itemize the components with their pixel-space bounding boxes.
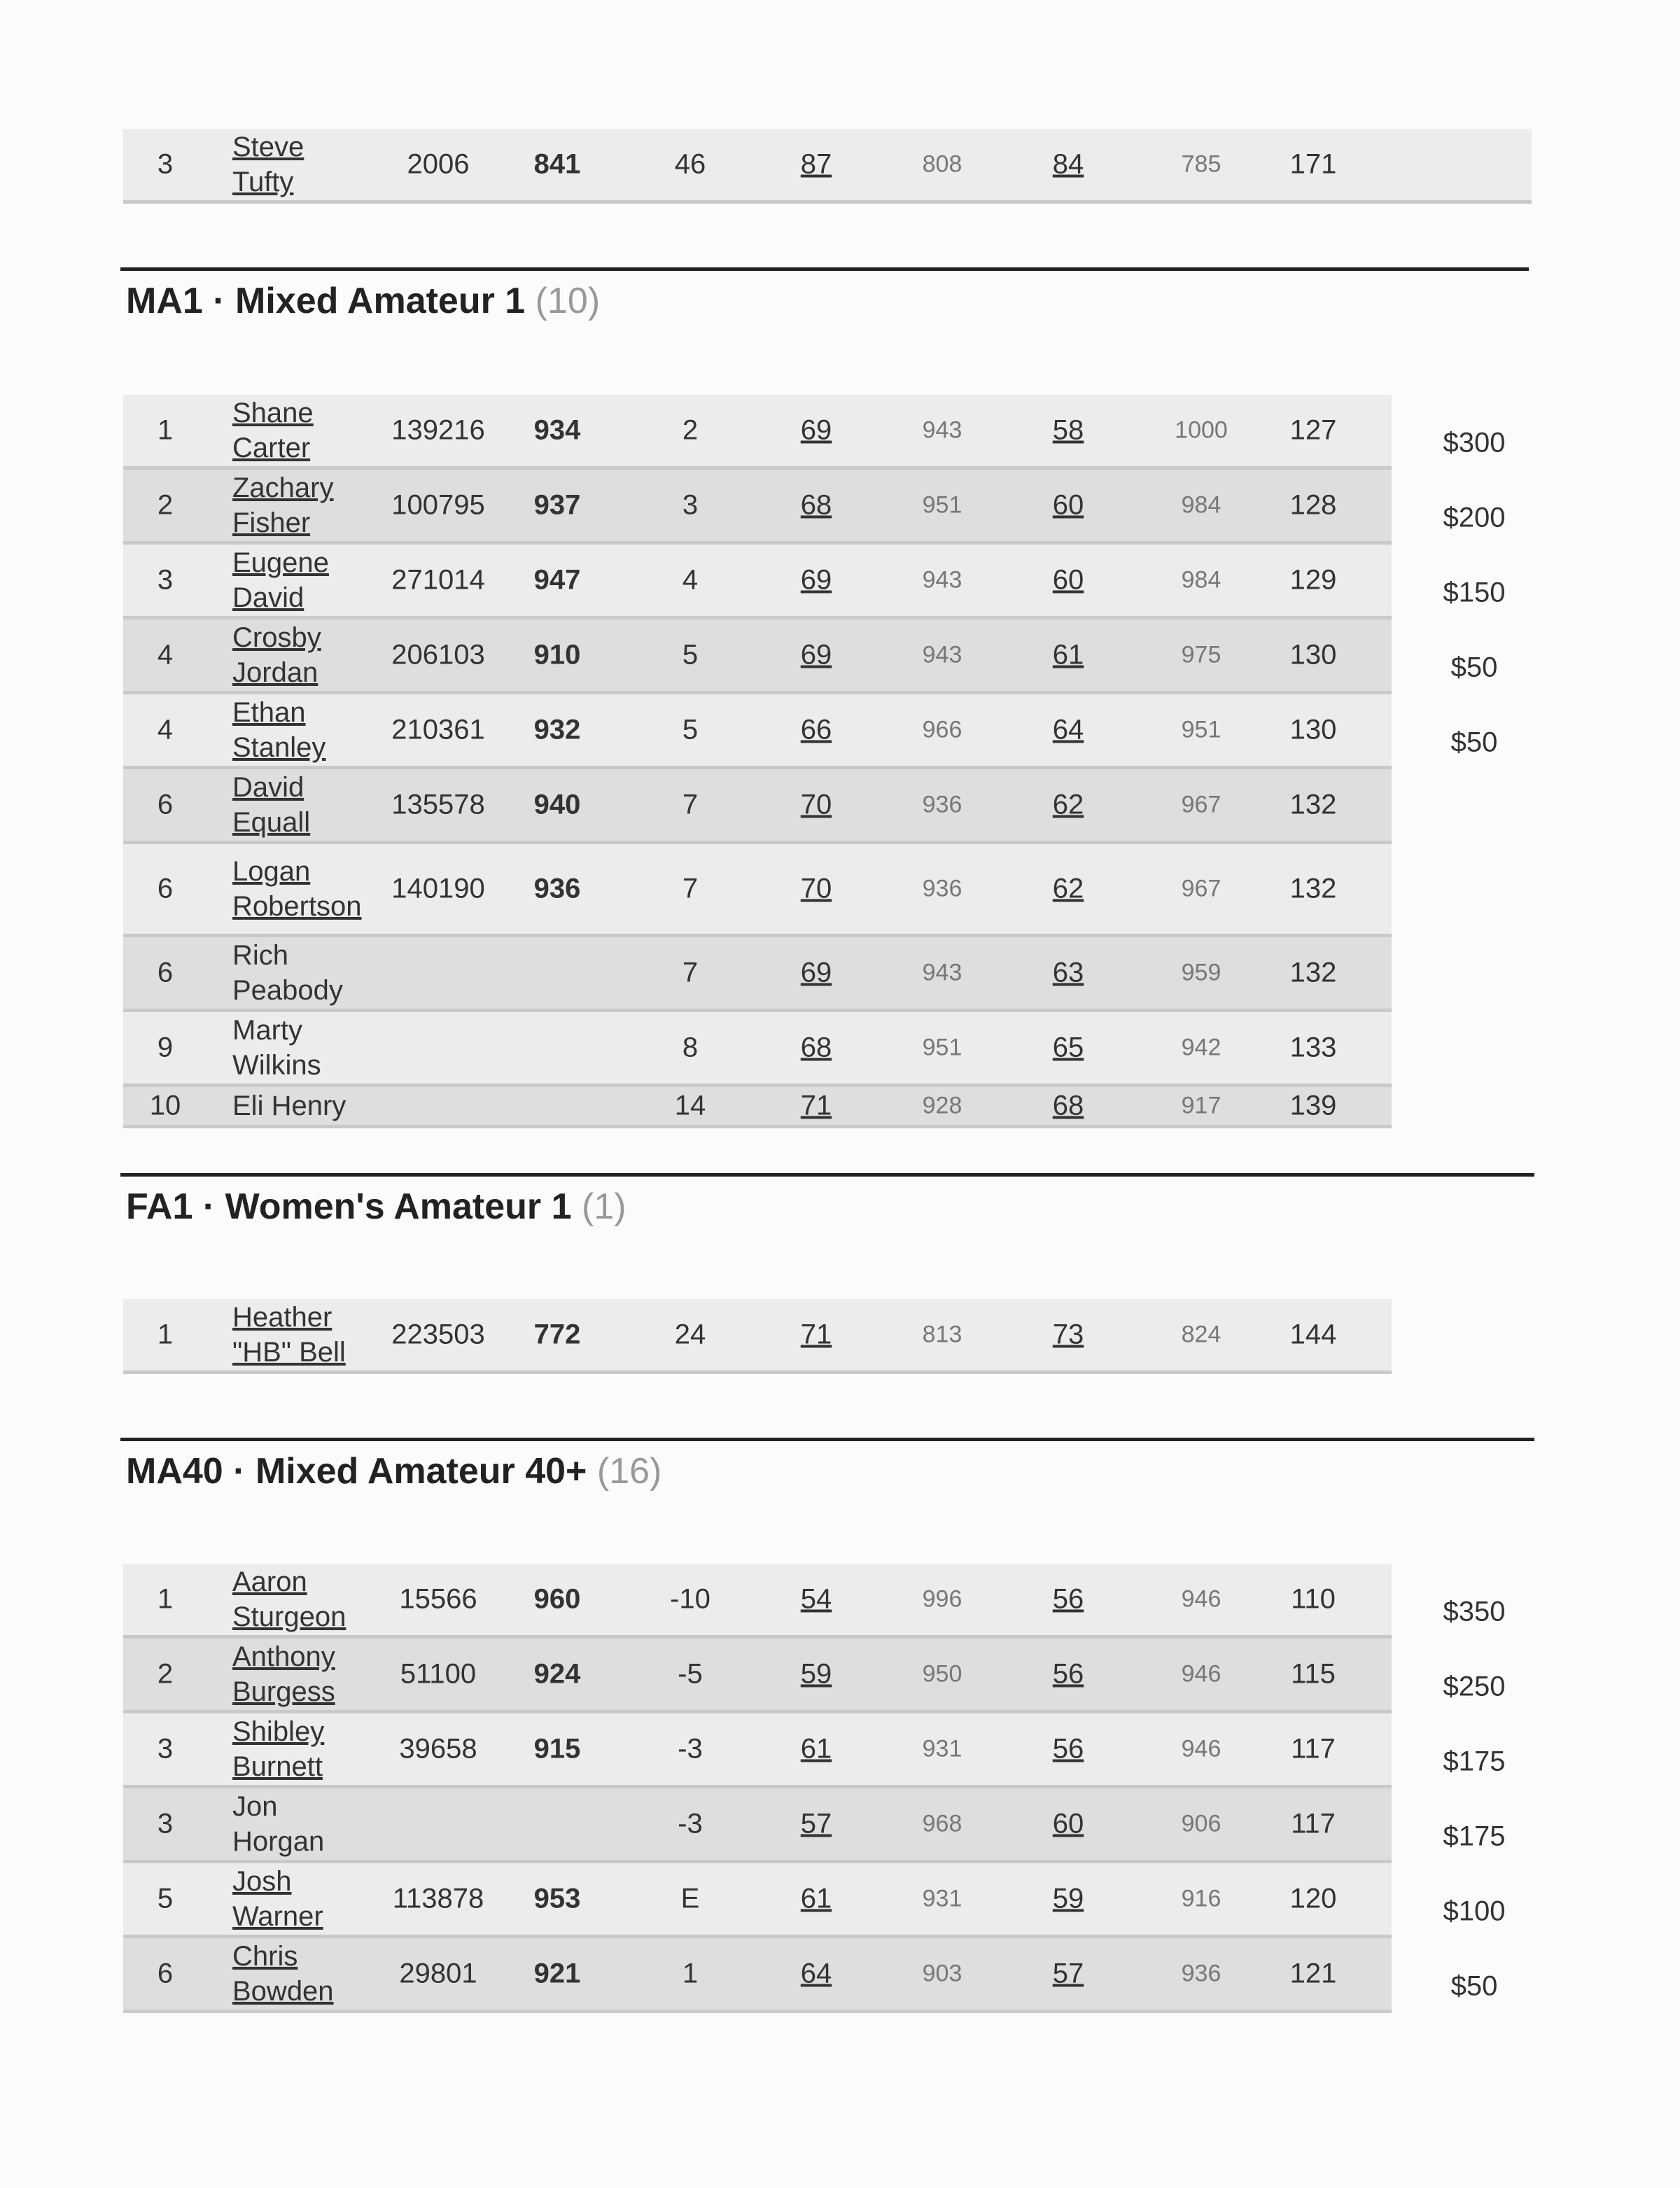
round2-score-link[interactable]: 61 — [1052, 639, 1084, 671]
place-cell: 4 — [157, 714, 174, 745]
round2-rating-cell: 946 — [1181, 1735, 1222, 1762]
pdga-number-cell: 39658 — [399, 1733, 477, 1765]
round1-rating-cell: 936 — [922, 791, 962, 818]
round2-score-link[interactable]: 63 — [1052, 957, 1084, 988]
round2-score-link[interactable]: 59 — [1052, 1883, 1084, 1914]
player-name-line[interactable]: Tufty — [232, 167, 294, 197]
player-name-link[interactable] — [232, 1714, 324, 1784]
division-title: Women's Amateur 1 — [225, 1186, 572, 1227]
round2-rating-cell: 785 — [1181, 150, 1222, 178]
score-to-par-cell: 5 — [682, 714, 699, 745]
result-row — [123, 1299, 1392, 1374]
result-row — [123, 470, 1506, 545]
prize-cell: $350 — [1443, 1596, 1506, 1627]
round1-score-link[interactable]: 54 — [800, 1583, 832, 1615]
pdga-number-cell: 15566 — [399, 1583, 477, 1615]
round1-score-link[interactable]: 70 — [800, 789, 832, 820]
place-cell: 3 — [157, 564, 174, 596]
total-score-cell: 132 — [1289, 957, 1337, 988]
round2-score-link[interactable]: 56 — [1052, 1733, 1084, 1765]
place-cell: 6 — [157, 789, 174, 820]
result-row — [123, 1639, 1506, 1713]
division-count: (10) — [535, 281, 601, 321]
round2-rating-cell: 984 — [1181, 566, 1222, 594]
player-name-link[interactable] — [232, 1639, 335, 1709]
result-row — [123, 545, 1506, 619]
score-to-par-cell: 14 — [674, 1090, 706, 1121]
score-to-par-cell: 3 — [682, 489, 699, 521]
round2-score-link[interactable]: 60 — [1052, 564, 1084, 596]
round1-rating-cell: 996 — [922, 1585, 962, 1613]
round2-rating-cell: 946 — [1181, 1585, 1222, 1613]
round2-rating-cell: 942 — [1181, 1034, 1222, 1061]
round2-rating-cell: 951 — [1181, 716, 1222, 743]
round1-rating-cell: 968 — [922, 1810, 962, 1837]
player-name-line: Peabody — [232, 975, 343, 1006]
division-count: (1) — [582, 1186, 626, 1227]
round1-score-link[interactable]: 61 — [800, 1883, 832, 1914]
pdga-number-cell: 210361 — [391, 714, 485, 745]
prize-cell: $50 — [1450, 727, 1498, 758]
round2-score-link[interactable]: 68 — [1052, 1090, 1084, 1121]
round2-rating-cell: 917 — [1181, 1092, 1222, 1119]
round2-rating-cell: 959 — [1181, 959, 1222, 986]
results-table-prev — [123, 129, 1532, 204]
round1-score-link[interactable]: 71 — [800, 1090, 832, 1121]
player-rating-cell: 960 — [533, 1583, 581, 1615]
pdga-number-cell: 113878 — [392, 1883, 484, 1914]
player-name-link[interactable] — [232, 545, 329, 615]
round1-score-link[interactable]: 70 — [800, 873, 832, 904]
player-name-line[interactable]: Aaron — [232, 1566, 307, 1597]
total-score-cell: 130 — [1289, 714, 1337, 745]
player-name-line[interactable]: Shane — [232, 398, 314, 428]
result-row — [123, 1788, 1506, 1863]
player-name-line[interactable]: Bowden — [232, 1976, 334, 2007]
total-score-cell: 130 — [1289, 639, 1337, 671]
round2-score-link[interactable]: 58 — [1052, 414, 1084, 446]
player-name-line[interactable]: Equall — [232, 807, 311, 838]
prize-cell: $175 — [1443, 1821, 1506, 1852]
round2-score-link[interactable]: 60 — [1052, 1808, 1084, 1839]
round2-score-link[interactable]: 57 — [1052, 1958, 1084, 1989]
player-rating-cell: 936 — [533, 873, 581, 904]
round2-score-link[interactable]: 60 — [1052, 489, 1084, 521]
round2-score-link[interactable]: 65 — [1052, 1032, 1084, 1063]
round1-score-link[interactable]: 68 — [800, 489, 832, 521]
score-to-par-cell: 7 — [682, 957, 699, 988]
place-cell: 5 — [157, 1883, 174, 1914]
player-name — [232, 1088, 346, 1123]
player-name-link[interactable] — [232, 854, 362, 924]
prize-cell: $50 — [1450, 1970, 1498, 2002]
player-name-line[interactable]: Warner — [232, 1901, 323, 1932]
player-name-link[interactable] — [232, 1939, 334, 2009]
round1-rating-cell: 966 — [922, 716, 962, 743]
round1-score-link[interactable]: 64 — [800, 1958, 832, 1989]
round1-rating-cell: 943 — [922, 959, 962, 986]
player-name-line[interactable]: Carter — [232, 433, 311, 463]
division-code: MA40 — [126, 1451, 223, 1492]
result-row — [123, 694, 1498, 769]
round1-rating-cell: 931 — [922, 1885, 962, 1912]
round2-rating-cell: 967 — [1181, 791, 1222, 818]
round1-rating-cell: 928 — [922, 1092, 962, 1119]
player-name-line[interactable]: Sturgeon — [232, 1601, 346, 1632]
player-name-line: Horgan — [232, 1826, 325, 1857]
round2-rating-cell: 936 — [1181, 1960, 1222, 1987]
pdga-number-cell: 2006 — [407, 148, 470, 180]
player-name-link[interactable] — [232, 770, 310, 840]
results-table-ma40 — [123, 1564, 1506, 2013]
place-cell: 9 — [157, 1032, 174, 1063]
pdga-number-cell: 223503 — [391, 1319, 485, 1350]
round1-score-link[interactable]: 57 — [800, 1808, 832, 1839]
result-row — [123, 1564, 1506, 1639]
total-score-cell: 127 — [1289, 414, 1337, 446]
round2-score-link[interactable]: 64 — [1052, 714, 1084, 745]
result-row — [123, 1087, 1392, 1128]
place-cell: 3 — [157, 1733, 174, 1765]
place-cell: 6 — [157, 957, 174, 988]
round1-rating-cell: 951 — [922, 1034, 962, 1061]
player-name-line[interactable]: Chris — [232, 1941, 298, 1972]
player-name-link[interactable] — [232, 129, 304, 199]
round2-rating-cell: 967 — [1181, 875, 1222, 902]
round1-score-link[interactable]: 69 — [800, 414, 832, 446]
total-score-cell: 128 — [1289, 489, 1337, 521]
place-cell: 1 — [157, 414, 174, 446]
pdga-number-cell: 100795 — [391, 489, 485, 521]
total-score-cell: 139 — [1289, 1090, 1337, 1121]
division-heading-fa1: FA1 · Women's Amateur 1 (1) — [126, 1186, 626, 1227]
round1-score-link[interactable]: 87 — [800, 148, 832, 180]
player-rating-cell: 924 — [533, 1658, 581, 1690]
total-score-cell: 129 — [1289, 564, 1337, 596]
place-cell: 3 — [157, 1808, 174, 1839]
player-name-line[interactable]: "HB" Bell — [232, 1337, 346, 1368]
player-name-line: Eli Henry — [232, 1091, 346, 1121]
pdga-number-cell: 29801 — [399, 1958, 477, 1989]
pdga-number-cell: 206103 — [391, 639, 485, 671]
score-to-par-cell: 46 — [674, 148, 706, 180]
round2-rating-cell: 1000 — [1175, 416, 1228, 444]
place-cell: 2 — [157, 1658, 174, 1690]
score-to-par-cell: -3 — [678, 1733, 703, 1765]
player-name-line: Marty — [232, 1015, 302, 1046]
player-name-line[interactable]: Burgess — [232, 1676, 335, 1707]
division-code: MA1 — [126, 281, 203, 321]
round2-rating-cell: 906 — [1181, 1810, 1222, 1837]
round1-rating-cell: 943 — [922, 641, 962, 668]
player-rating-cell: 937 — [533, 489, 581, 521]
prize-cell: $300 — [1443, 427, 1506, 458]
player-name-line[interactable]: Jordan — [232, 657, 318, 688]
place-cell: 1 — [157, 1319, 174, 1350]
total-score-cell: 110 — [1291, 1583, 1336, 1615]
result-row — [123, 1863, 1506, 1938]
score-to-par-cell: 5 — [682, 639, 699, 671]
player-rating-cell: 921 — [533, 1958, 581, 1989]
player-name-link[interactable] — [232, 470, 334, 540]
player-name-line[interactable]: Crosby — [232, 622, 321, 653]
round1-rating-cell: 943 — [922, 566, 962, 594]
round2-score-link[interactable]: 73 — [1052, 1319, 1084, 1350]
division-heading-ma40: MA40 · Mixed Amateur 40+ (16) — [126, 1451, 662, 1492]
player-name-link[interactable] — [232, 620, 321, 690]
score-to-par-cell: 7 — [682, 789, 699, 820]
total-score-cell: 144 — [1289, 1319, 1337, 1350]
player-rating-cell: 934 — [533, 414, 581, 446]
round2-rating-cell: 946 — [1181, 1660, 1222, 1688]
prize-cell: $100 — [1443, 1895, 1506, 1927]
player-name-line[interactable]: David — [232, 772, 304, 803]
division-title: Mixed Amateur 1 — [235, 281, 526, 321]
prize-cell: $200 — [1443, 502, 1506, 533]
player-name — [232, 938, 343, 1008]
score-to-par-cell: 2 — [682, 414, 699, 446]
section-divider — [120, 1438, 1534, 1441]
round1-rating-cell: 813 — [922, 1321, 962, 1348]
round1-score-link[interactable]: 61 — [800, 1733, 832, 1765]
round1-rating-cell: 951 — [922, 491, 962, 519]
round1-score-link[interactable]: 69 — [800, 957, 832, 988]
prize-cell: $175 — [1443, 1746, 1506, 1777]
results-table-fa1 — [123, 1299, 1392, 1374]
pdga-number-cell: 135578 — [391, 789, 485, 820]
place-cell: 10 — [149, 1090, 181, 1121]
round2-score-link[interactable]: 56 — [1052, 1583, 1084, 1615]
round1-rating-cell: 936 — [922, 875, 962, 902]
player-rating-cell: 841 — [533, 148, 581, 180]
round2-score-link[interactable]: 62 — [1052, 873, 1084, 904]
result-row — [123, 844, 1392, 937]
pdga-number-cell: 271014 — [391, 564, 485, 596]
player-name-line[interactable]: Anthony — [232, 1641, 335, 1672]
round1-score-link[interactable]: 69 — [800, 564, 832, 596]
result-row — [123, 1938, 1498, 2013]
player-name-link[interactable] — [232, 1300, 346, 1370]
player-name-link[interactable] — [232, 695, 326, 765]
result-row — [123, 395, 1506, 470]
score-to-par-cell: 24 — [674, 1319, 706, 1350]
round1-rating-cell: 950 — [922, 1660, 962, 1688]
prize-cell: $250 — [1443, 1671, 1506, 1702]
player-name-line[interactable]: Burnett — [232, 1751, 323, 1782]
player-name-line[interactable]: Robertson — [232, 891, 362, 922]
round1-score-link[interactable]: 66 — [800, 714, 832, 745]
round1-rating-cell: 903 — [922, 1960, 962, 1987]
player-name-line[interactable]: David — [232, 582, 304, 613]
round1-rating-cell: 931 — [922, 1735, 962, 1762]
place-cell: 1 — [157, 1583, 174, 1615]
round1-rating-cell: 943 — [922, 416, 962, 444]
score-to-par-cell: 1 — [682, 1958, 699, 1989]
place-cell: 6 — [157, 1958, 174, 1989]
total-score-cell: 117 — [1291, 1808, 1336, 1839]
score-to-par-cell: 7 — [682, 873, 699, 904]
score-to-par-cell: -10 — [670, 1583, 710, 1615]
result-row — [123, 1713, 1506, 1788]
division-count: (16) — [596, 1451, 662, 1492]
result-row — [123, 129, 1532, 204]
player-name-line: Rich — [232, 940, 289, 971]
player-name-line: Wilkins — [232, 1050, 321, 1081]
total-score-cell: 133 — [1289, 1032, 1337, 1063]
round2-score-link[interactable]: 62 — [1052, 789, 1084, 820]
division-title: Mixed Amateur 40+ — [255, 1451, 587, 1492]
player-name-line[interactable]: Fisher — [232, 507, 311, 538]
round1-score-link[interactable]: 59 — [800, 1658, 832, 1690]
round2-score-link[interactable]: 84 — [1052, 148, 1084, 180]
player-name-line[interactable]: Josh — [232, 1866, 292, 1897]
player-name-link[interactable] — [232, 1864, 323, 1934]
player-name-line[interactable]: Ethan — [232, 697, 306, 728]
total-score-cell: 171 — [1289, 148, 1337, 180]
player-rating-cell: 953 — [533, 1883, 581, 1914]
round2-rating-cell: 975 — [1181, 641, 1222, 668]
place-cell: 2 — [157, 489, 174, 521]
section-divider — [120, 1173, 1534, 1177]
results-table-ma1 — [123, 395, 1506, 1128]
pdga-number-cell: 139216 — [391, 414, 485, 446]
player-name — [232, 1789, 324, 1859]
player-name — [232, 1013, 321, 1083]
player-rating-cell: 932 — [533, 714, 581, 745]
player-name-link[interactable] — [232, 1564, 346, 1634]
total-score-cell: 132 — [1289, 789, 1337, 820]
total-score-cell: 117 — [1291, 1733, 1336, 1765]
player-name-line[interactable]: Stanley — [232, 732, 326, 763]
pdga-number-cell: 51100 — [400, 1658, 477, 1690]
player-name-link[interactable] — [232, 395, 314, 465]
prize-cell: $150 — [1443, 577, 1506, 608]
score-to-par-cell: E — [680, 1883, 700, 1914]
player-name-line[interactable]: Eugene — [232, 547, 329, 578]
total-score-cell: 121 — [1289, 1958, 1337, 1989]
round1-rating-cell: 808 — [922, 150, 962, 178]
player-rating-cell: 940 — [533, 789, 581, 820]
round2-score-link[interactable]: 56 — [1052, 1658, 1084, 1690]
division-heading-ma1: MA1 · Mixed Amateur 1 (10) — [126, 281, 601, 321]
round1-score-link[interactable]: 71 — [800, 1319, 832, 1350]
result-row — [123, 1012, 1392, 1087]
player-name-line[interactable]: Shibley — [232, 1716, 325, 1747]
player-name-line[interactable]: Steve — [232, 132, 304, 162]
score-to-par-cell: -5 — [678, 1658, 703, 1690]
round1-score-link[interactable]: 69 — [800, 639, 832, 671]
result-row — [123, 619, 1498, 694]
player-rating-cell: 772 — [533, 1319, 581, 1350]
result-row — [123, 937, 1392, 1012]
round2-rating-cell: 824 — [1181, 1321, 1222, 1348]
prize-cell: $50 — [1450, 652, 1498, 683]
section-divider — [120, 267, 1529, 271]
player-name-line[interactable]: Heather — [232, 1302, 332, 1333]
player-name-line: Jon — [232, 1791, 278, 1822]
division-code: FA1 — [126, 1186, 193, 1227]
round1-score-link[interactable]: 68 — [800, 1032, 832, 1063]
player-rating-cell: 947 — [533, 564, 581, 596]
player-rating-cell: 910 — [533, 639, 581, 671]
total-score-cell: 132 — [1289, 873, 1337, 904]
player-name-line[interactable]: Zachary — [232, 472, 334, 503]
total-score-cell: 120 — [1289, 1883, 1337, 1914]
round2-rating-cell: 916 — [1181, 1885, 1222, 1912]
score-to-par-cell: -3 — [678, 1808, 703, 1839]
place-cell: 3 — [157, 148, 174, 180]
score-to-par-cell: 8 — [682, 1032, 699, 1063]
place-cell: 6 — [157, 873, 174, 904]
score-to-par-cell: 4 — [682, 564, 699, 596]
total-score-cell: 115 — [1291, 1658, 1336, 1690]
pdga-number-cell: 140190 — [391, 873, 485, 904]
player-rating-cell: 915 — [533, 1733, 581, 1765]
player-name-line[interactable]: Logan — [232, 856, 311, 887]
place-cell: 4 — [157, 639, 174, 671]
round2-rating-cell: 984 — [1181, 491, 1222, 519]
result-row — [123, 769, 1392, 844]
